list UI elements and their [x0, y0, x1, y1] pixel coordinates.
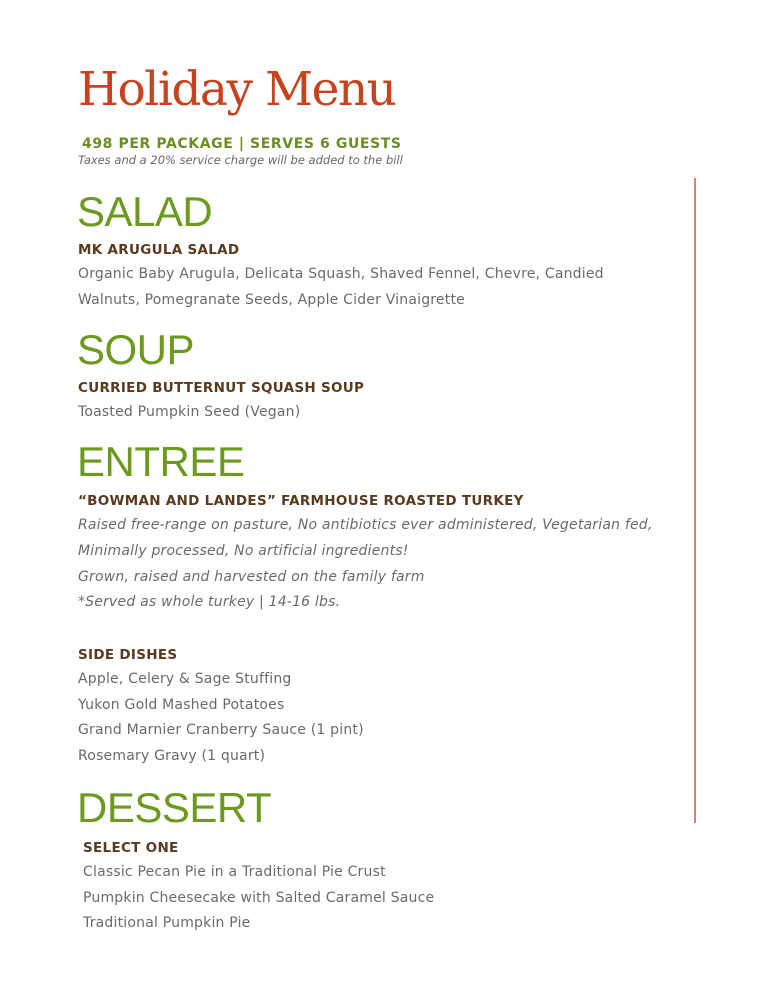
- item-title-soup: CURRIED BUTTERNUT SQUASH SOUP: [78, 380, 365, 396]
- dessert-line-1: Classic Pecan Pie in a Traditional Pie Crust: [83, 864, 386, 880]
- entree-line-3: Grown, raised and harvested on the family farm: [78, 569, 425, 585]
- entree-line-4: *Served as whole turkey | 14-16 lbs.: [78, 594, 341, 610]
- item-title-sides: SIDE DISHES: [78, 647, 178, 663]
- section-heading-salad: SALAD: [77, 188, 213, 235]
- service-charge-note: Taxes and a 20% service charge will be added to the bill: [78, 153, 403, 167]
- section-heading-entree: ENTREE: [77, 438, 245, 485]
- entree-line-2: Minimally processed, No artificial ingredients!: [78, 543, 409, 559]
- salad-line-2: Walnuts, Pomegranate Seeds, Apple Cider Vinaigrette: [78, 292, 465, 308]
- sides-line-2: Yukon Gold Mashed Potatoes: [78, 697, 285, 713]
- sides-line-3: Grand Marnier Cranberry Sauce (1 pint): [78, 722, 364, 738]
- item-title-dessert: SELECT ONE: [83, 840, 179, 856]
- sides-line-4: Rosemary Gravy (1 quart): [78, 748, 266, 764]
- dessert-line-2: Pumpkin Cheesecake with Salted Caramel Sauce: [83, 890, 435, 906]
- price-line: 498 PER PACKAGE | SERVES 6 GUESTS: [82, 136, 402, 152]
- entree-line-1: Raised free-range on pasture, No antibiotics ever administered, Vegetarian fed,: [78, 517, 653, 533]
- menu-title: Holiday Menu: [78, 62, 396, 117]
- section-heading-dessert: DESSERT: [77, 784, 272, 831]
- vertical-divider: [694, 178, 696, 823]
- salad-line-1: Organic Baby Arugula, Delicata Squash, Shaved Fennel, Chevre, Candied: [78, 266, 604, 282]
- dessert-line-3: Traditional Pumpkin Pie: [83, 915, 251, 931]
- section-heading-soup: SOUP: [77, 326, 195, 373]
- item-title-salad: MK ARUGULA SALAD: [78, 242, 240, 258]
- item-title-entree: “BOWMAN AND LANDES” FARMHOUSE ROASTED TURKEY: [78, 493, 524, 509]
- sides-line-1: Apple, Celery & Sage Stuffing: [78, 671, 292, 687]
- soup-line-1: Toasted Pumpkin Seed (Vegan): [78, 404, 301, 420]
